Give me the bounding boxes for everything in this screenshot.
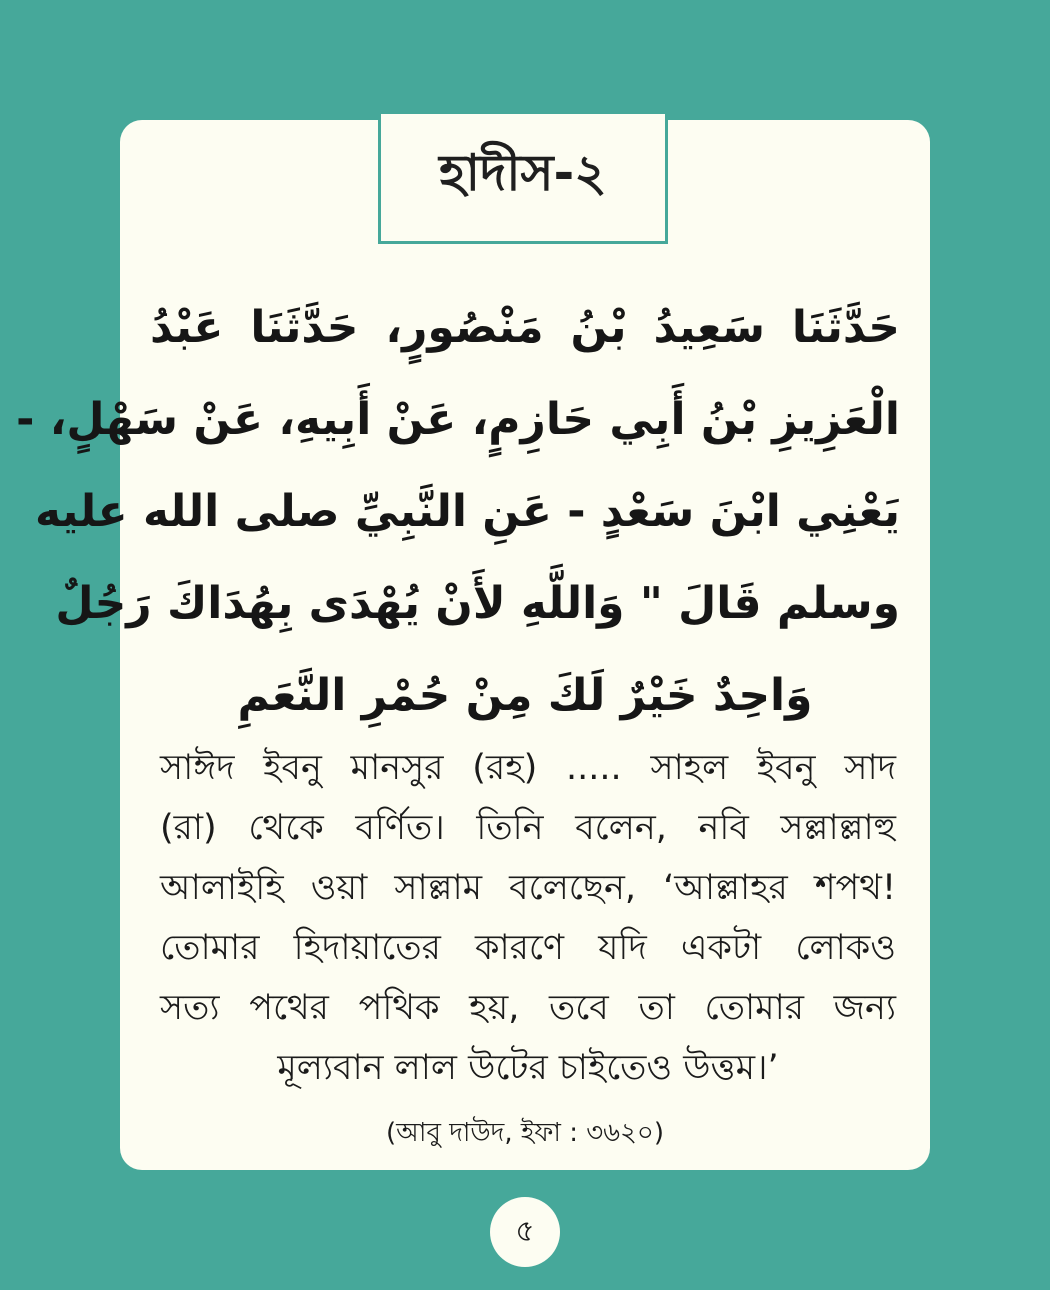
arabic-line: الْعَزِيزِ بْنُ أَبِي حَازِمٍ، عَنْ أَبِيهِ، عَنْ سَهْلٍ، - (16, 394, 900, 445)
bangla-line: (রা) থেকে বর্ণিত। তিনি বলেন, নবি সল্লাল্লাহু (160, 808, 896, 848)
bangla-line: সত্য পথের পথিক হয়, তবে তা তোমার জন্য (160, 988, 896, 1028)
arabic-line: حَدَّثَنَا سَعِيدُ بْنُ مَنْصُورٍ، حَدَّثَنَا عَبْدُ (150, 302, 900, 353)
hadith-title: হাদীস-২ (378, 114, 668, 244)
bangla-line: আলাইহি ওয়া সাল্লাম বলেছেন, ‘আল্লাহর শপথ! (160, 868, 896, 908)
page-number: ৫ (490, 1197, 560, 1267)
bangla-line: মূল্যবান লাল উটের চাইতেও উত্তম।’ (277, 1048, 779, 1088)
arabic-line: وسلم قَالَ " وَاللَّهِ لأَنْ يُهْدَى بِهُدَاكَ رَجُلٌ (55, 578, 900, 629)
arabic-line: يَعْنِي ابْنَ سَعْدٍ - عَنِ النَّبِيِّ صلى الله عليه (35, 486, 900, 537)
bangla-line: সাঈদ ইবনু মানসুর (রহ) ..... সাহল ইবনু সাদ (160, 748, 896, 788)
arabic-text (16, 282, 900, 742)
hadith-reference: (আবু দাউদ, ইফা : ৩৬২০) (386, 1118, 664, 1148)
bangla-line: তোমার হিদায়াতের কারণে যদি একটা লোকও (160, 928, 896, 968)
bangla-translation (160, 738, 896, 1098)
arabic-line: وَاحِدٌ خَيْرٌ لَكَ مِنْ حُمْرِ النَّعَمِ (237, 670, 813, 721)
